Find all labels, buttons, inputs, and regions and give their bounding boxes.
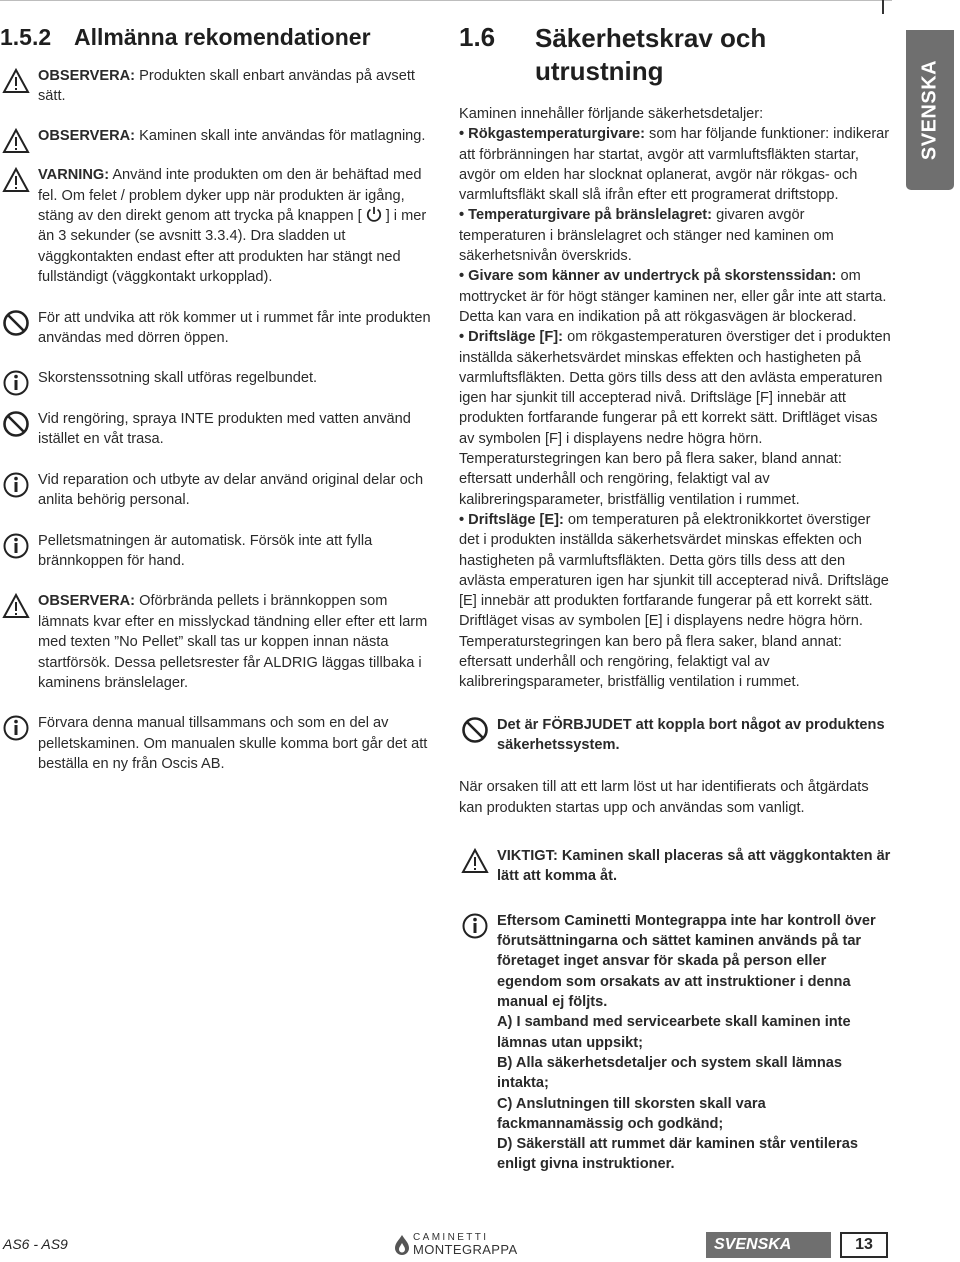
note-text: Använd inte produkten om den är behäftad med fel. Om felet / problem dyker upp när produkten är igång, stäng av den direkt genom att trycka på knappen [: [38, 167, 422, 225]
safety-item-mode-f: [459, 327, 891, 510]
bullet: •: [459, 329, 469, 346]
page-number: 13: [840, 1232, 888, 1258]
note-warning-unburnt-pellets: [0, 591, 440, 693]
liability-text: Eftersom Caminetti Montegrappa inte har kontroll över förutsättningarna och sättet kaminen används på tar företaget inget ansvar för skada på person eller egendom som orsakats av att instruktioner i denna manual ej följts.: [497, 912, 876, 1011]
info-icon: [2, 369, 30, 397]
left-column: [0, 22, 440, 775]
flame-logo-icon: [393, 1234, 411, 1256]
item-text: givaren avgör temperaturen i bränslelagret och stänger ned kaminen om säkerhetsnivån överskrids.: [459, 207, 834, 265]
note-warning-socket: [459, 846, 891, 887]
footer-model: AS6 - AS9: [3, 1236, 68, 1252]
liability-point-a: A) I samband med servicearbete skall kaminen inte lämnas utan uppsikt;: [497, 1014, 851, 1051]
item-label: Driftsläge [F]:: [468, 329, 564, 346]
item-label: Rökgastemperaturgivare:: [468, 126, 645, 143]
section-number: 1.6: [459, 22, 496, 52]
section-title: Säkerhetskrav och utrustning: [535, 23, 767, 86]
bullet: •: [459, 126, 469, 143]
note-label: VARNING:: [38, 167, 110, 184]
item-label: Temperaturgivare på bränslelagret:: [468, 207, 713, 224]
note-label: OBSERVERA:: [38, 68, 136, 84]
note-prohibited-water: [0, 409, 440, 450]
top-rule: [0, 0, 892, 1]
warning-icon: [2, 166, 30, 194]
note-text: Vid reparation och utbyte av delar använd original delar och anlita behörig personal.: [38, 471, 424, 509]
brand-logo: [391, 1230, 518, 1260]
safety-item-flue-temp: [459, 124, 891, 205]
after-alarm-text: När orsaken till att ett larm löst ut har identifierats och åtgärdats kan produkten startas upp och användas som vanligt.: [459, 779, 869, 816]
note-text: Skorstenssotning skall utföras regelbundet.: [38, 370, 318, 387]
info-icon: [2, 471, 30, 499]
item-text: om mottrycket är för högt stänger kaminen ner, eller går inte att starta. Detta kan vara en indikation på att rökgasvägen är blockerad.: [459, 268, 887, 325]
item-text: om rökgastemperaturen överstiger det i produkten inställda säkerhetsvärdet minskas effekten och hastigheten på varmluftsfläkten. Detta görs tills dess att den avlästa emperaturen igen har sjunkit till accepterad nivå. Driftsläge [F] innebär att produkten fortfarande fungerar på ett korrekt sätt. Driftläget visas av symbolen [F] i displayens nedre högra hörn. Temperaturstegringen kan bero på flera saker, bland annat: eftersatt underhåll och rengöring, felaktigt val av kalibreringsparameter, bristfällig ventilation i rummet.: [459, 329, 891, 508]
item-label: Driftsläge [E]:: [468, 511, 564, 528]
warning-icon: [461, 847, 489, 875]
note-prohibited-door: [0, 308, 440, 349]
note-text: Kaminen skall inte användas för matlagning.: [135, 127, 426, 144]
section-heading-1-5-2: [0, 22, 440, 52]
note-info-liability: [459, 911, 891, 1175]
right-column: [459, 22, 891, 1175]
note-text: Förvara denna manual tillsammans och som en del av pelletskaminen. Om manualen skulle komma bort går det att beställa en ny från Oscis AB.: [38, 715, 428, 773]
info-icon: [2, 714, 30, 742]
safety-item-pressure: [459, 266, 891, 327]
section-heading-1-6: [459, 22, 891, 88]
note-text: Det är FÖRBJUDET att koppla bort något av produktens säkerhetssystem.: [497, 716, 885, 754]
prohibited-icon: [461, 716, 489, 744]
bullet: •: [459, 207, 469, 224]
section-number: 1.5.2: [0, 24, 52, 50]
intro-text: Kaminen innehåller förljande säkerhetsdetaljer:: [459, 106, 764, 122]
bullet: •: [459, 268, 469, 285]
bullet: •: [459, 511, 469, 528]
note-label: OBSERVERA:: [38, 127, 136, 144]
note-info-chimney: [0, 368, 440, 388]
note-info-repair: [0, 470, 440, 511]
note-text: Vid rengöring, spraya INTE produkten med vatten använd istället en våt trasa.: [38, 410, 411, 448]
note-warning-usage: [0, 66, 440, 107]
note-warning-fault: [0, 165, 440, 287]
item-text: om temperaturen på elektronikkortet överstiger det i produkten inställda säkerhetsvärdet minskas effekten och hastigheten på varmluftsfläkten. Detta görs tills dess att den avlästa emperaturen igen har sjunkit till accepterad nivå. Driftsläge [E] innebär att produkten fortfarande fungerar på ett korrekt sätt. Driftläget visas av symbolen [E] i displayens nedre högra hörn. Temperaturstegringen kan bero på flera saker, bland annat: eftersatt underhåll och rengöring, felaktigt val av kalibreringsparameter, bristfällig ventilation i rummet.: [459, 511, 889, 691]
liability-point-b: B) Alla säkerhetsdetaljer och system skall lämnas intakta;: [497, 1054, 843, 1092]
note-info-pellets: [0, 531, 440, 572]
safety-item-mode-e: [459, 510, 891, 693]
side-tab-label: SVENSKA: [918, 59, 941, 161]
language-side-tab: [906, 30, 954, 190]
crop-mark: [882, 0, 884, 14]
info-icon: [461, 912, 489, 940]
brand-line-1: CAMINETTI: [413, 1232, 489, 1243]
note-info-manual: [0, 713, 440, 774]
footer-language-label: SVENSKA: [714, 1236, 792, 1253]
power-icon: [365, 206, 383, 222]
footer-language-tab: [706, 1232, 831, 1258]
note-text: VIKTIGT: Kaminen skall placeras så att väggkontakten är lätt att komma åt.: [497, 848, 891, 885]
warning-icon: [2, 67, 30, 95]
info-icon: [2, 532, 30, 560]
prohibited-icon: [2, 410, 30, 438]
item-text: som har följande funktioner: indikerar att förbränningen har startat, avgör att varmluftsfläkten startar, avgör om elden har slocknat oplanerat, avgör när rökgas- och varmluftsfläkt skall slå ifrån efter ett programerat driftstopp.: [459, 126, 890, 204]
note-text: Oförbrända pellets i brännkoppen som lämnats kvar efter en misslyckad tändning eller efter ett larm med texten ”No Pellet” skall tas ur koppen innan nästa startförsök. Dessa pelletsrester får ALDRIG läggas tillbaka i kaminens bränslelager.: [38, 593, 428, 691]
note-text: Produkten skall enbart användas på avsett sätt.: [38, 68, 415, 105]
note-text-continued: ] i mer än 3 sekunder (se avsnitt 3.3.4). Dra sladden ut väggkontakten endast efter att produkten har stängt ned fullständigt (väggkontakt urkopplad).: [38, 208, 427, 286]
item-label: Givare som känner av undertryck på skorstenssidan:: [468, 268, 837, 285]
liability-point-c: C) Anslutningen till skorsten skall vara fackmannamässig och godkänd;: [497, 1095, 766, 1132]
note-warning-cooking: [0, 126, 440, 146]
brand-line-2: MONTEGRAPPA: [413, 1242, 518, 1257]
liability-point-d: D) Säkerställ att rummet där kaminen står ventileras enligt givna instruktioner.: [497, 1136, 858, 1173]
note-text: Pelletsmatningen är automatisk. Försök inte att fylla brännkoppen för hand.: [38, 532, 373, 569]
safety-item-fuel-temp: [459, 205, 891, 266]
warning-icon: [2, 127, 30, 155]
prohibited-icon: [2, 309, 30, 337]
note-label: OBSERVERA:: [38, 593, 136, 610]
note-prohibited-safety: [459, 715, 891, 756]
section-title: Allmänna rekomendationer: [74, 24, 371, 50]
note-text: För att undvika att rök kommer ut i rummet får inte produkten användas med dörren öppen.: [38, 309, 431, 347]
warning-icon: [2, 592, 30, 620]
